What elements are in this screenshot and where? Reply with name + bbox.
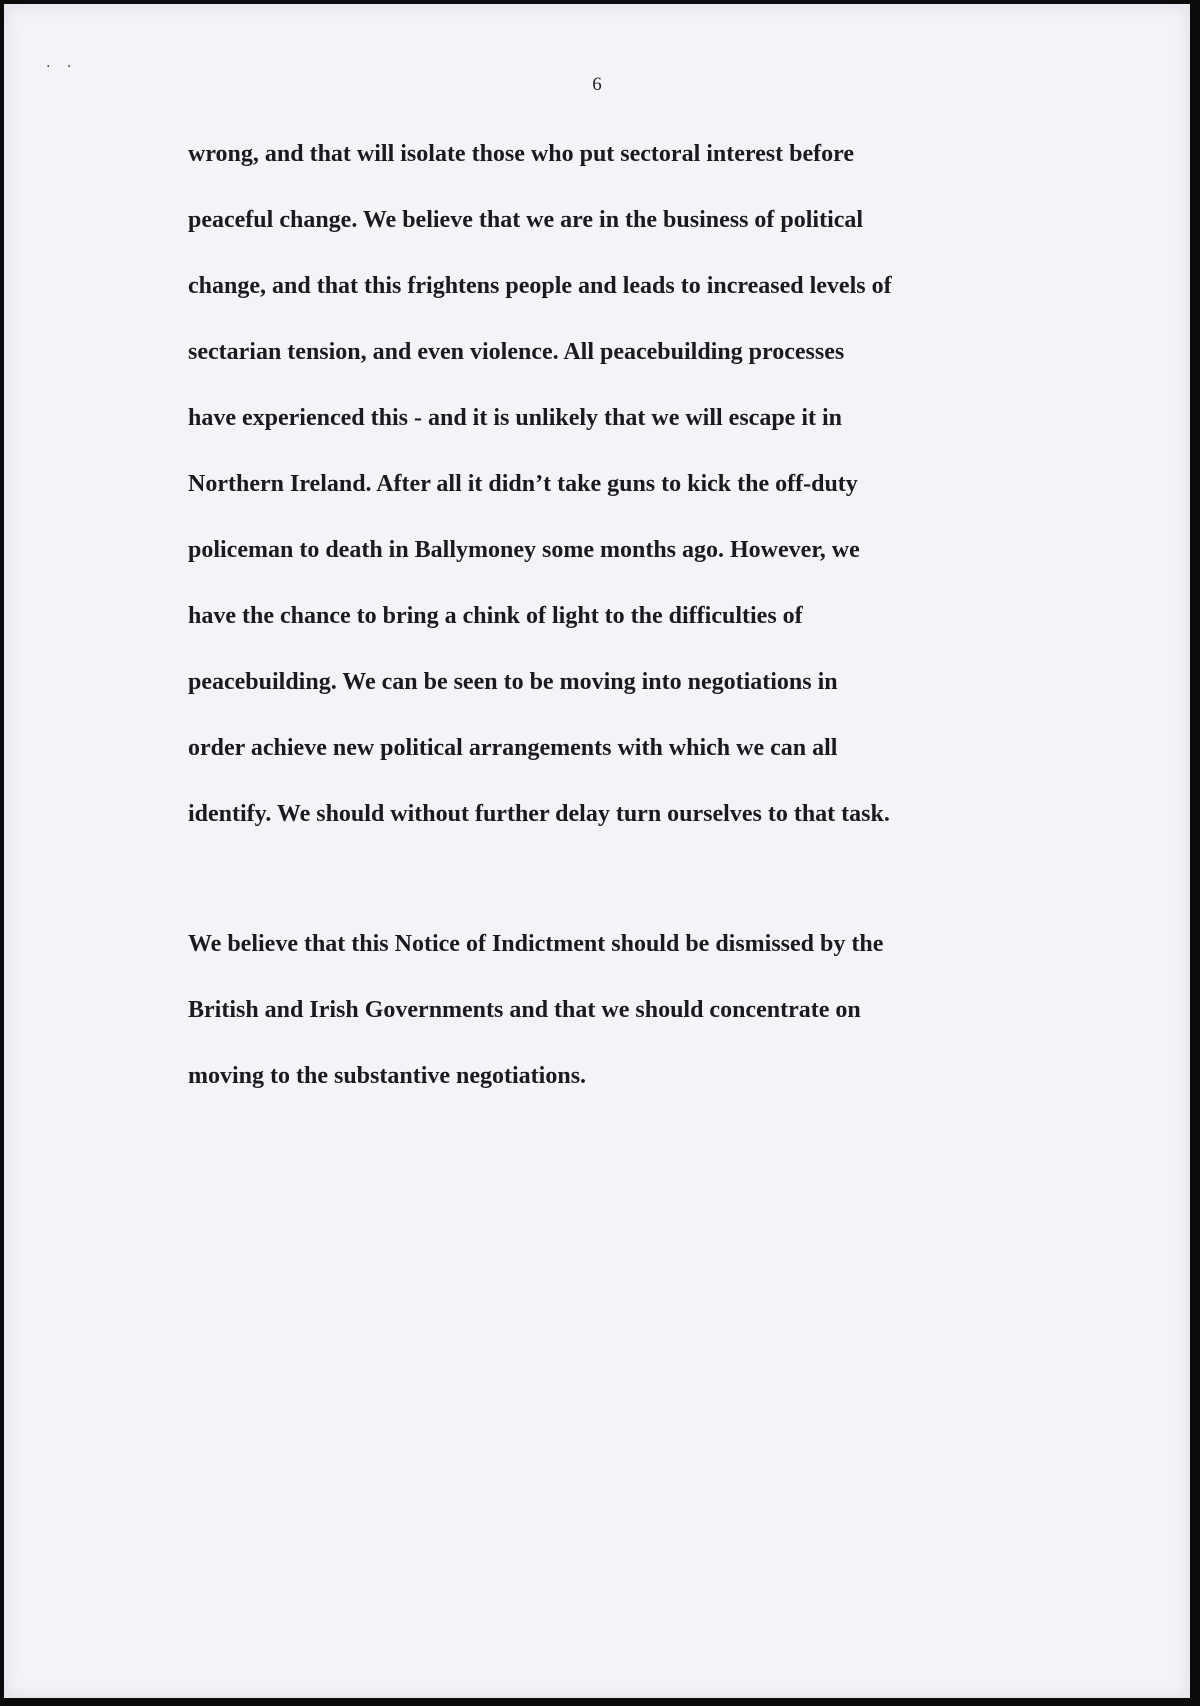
text-line: British and Irish Governments and that we should concentrate on	[188, 997, 861, 1023]
text-line: have the chance to bring a chink of light to the difficulties of	[188, 603, 803, 629]
text-line: peaceful change. We believe that we are in the business of political	[188, 207, 864, 233]
document-page	[4, 4, 1190, 1698]
page-number: 6	[592, 74, 602, 95]
text-line: order achieve new political arrangements with which we can all	[188, 735, 838, 761]
text-line: policeman to death in Ballymoney some months ago. However, we	[188, 537, 860, 563]
text-line: moving to the substantive negotiations.	[188, 1063, 587, 1089]
text-line: Northern Ireland. After all it didn’t take guns to kick the off-duty	[188, 471, 858, 497]
text-line: change, and that this frightens people and leads to increased levels of	[188, 273, 892, 299]
paragraph-2	[188, 932, 1048, 1130]
text-line: wrong, and that will isolate those who put sectoral interest before	[188, 141, 854, 167]
paragraph-spacer	[188, 868, 1048, 932]
document-body	[188, 142, 1048, 1130]
margin-marks: . .	[46, 55, 78, 71]
text-line: sectarian tension, and even violence. All peacebuilding processes	[188, 339, 845, 365]
text-line: We believe that this Notice of Indictment should be dismissed by the	[188, 931, 884, 957]
text-line: have experienced this - and it is unlikely that we will escape it in	[188, 405, 842, 431]
text-line: identify. We should without further delay turn ourselves to that task.	[188, 801, 890, 827]
paragraph-1	[188, 142, 1048, 868]
text-line: peacebuilding. We can be seen to be moving into negotiations in	[188, 669, 838, 695]
